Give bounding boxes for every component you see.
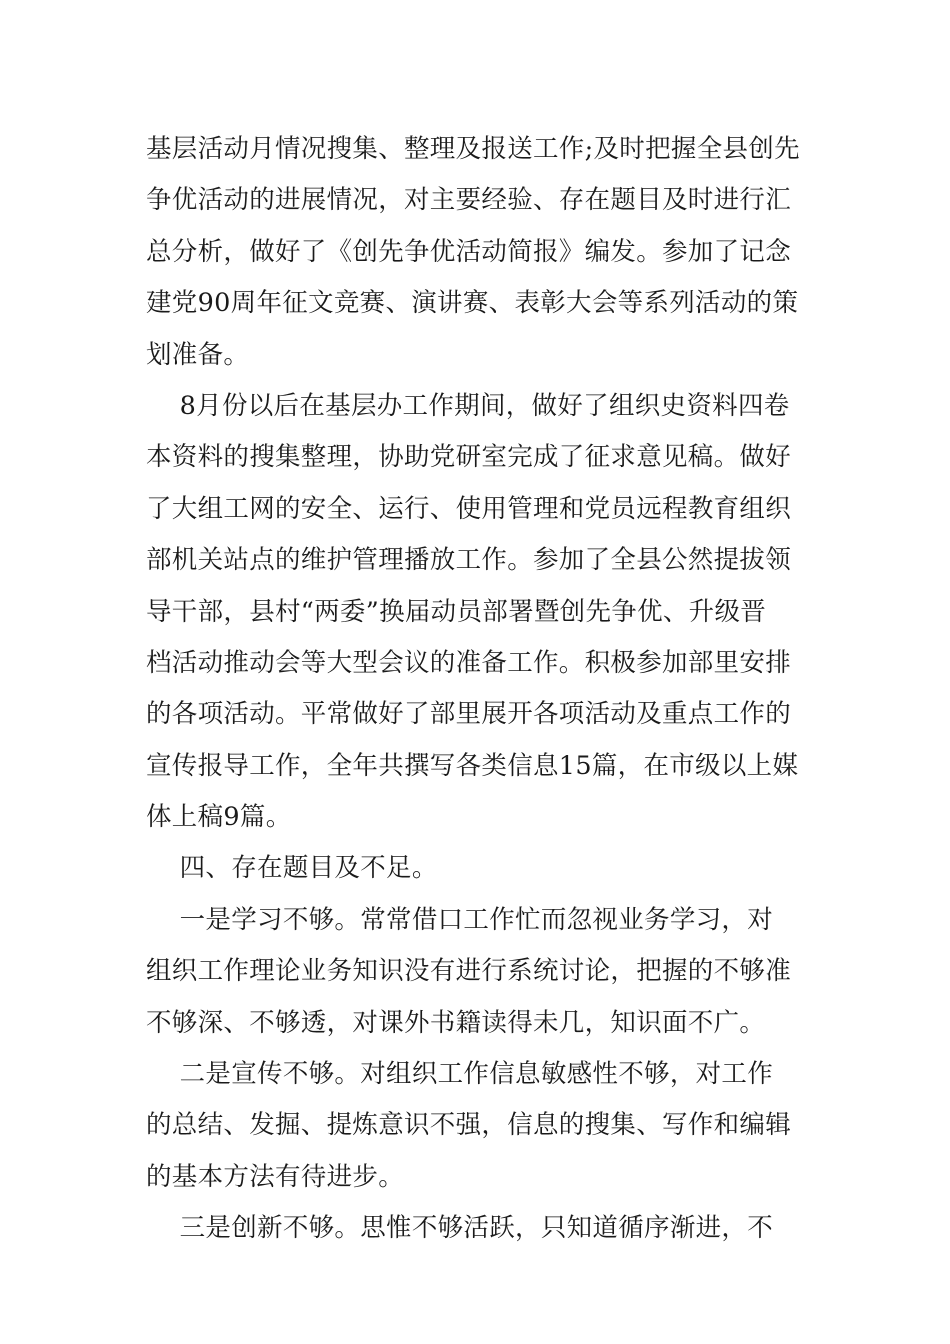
text-line: 部机关站点的维护管理播放工作。参加了全县公然提拔领 xyxy=(146,545,792,576)
text-line: 本资料的搜集整理，协助党研室完成了征求意见稿。做好 xyxy=(146,442,792,473)
text-line: 三是创新不够。思惟不够活跃，只知道循序渐进，不 xyxy=(146,1213,774,1244)
text-line: 8月份以后在基层办工作期间，做好了组织史资料四卷 xyxy=(146,390,790,421)
text-line: 了大组工网的安全、运行、使用管理和党员远程教育组织 xyxy=(146,493,792,524)
text-line: 宣传报导工作，全年共撰写各类信息15篇，在市级以上媒 xyxy=(146,750,799,781)
text-line: 的基本方法有待进步。 xyxy=(146,1161,405,1192)
text-line: 二是宣传不够。对组织工作信息敏感性不够，对工作 xyxy=(146,1059,774,1090)
text-line: 组织工作理论业务知识没有进行系统讨论，把握的不够准 xyxy=(146,956,792,987)
text-line: 划准备。 xyxy=(146,339,250,370)
text-line: 体上稿9篇。 xyxy=(146,802,292,833)
text-line: 争优活动的进展情况，对主要经验、存在题目及时进行汇 xyxy=(146,185,792,216)
text-line: 的各项活动。平常做好了部里展开各项活动及重点工作的 xyxy=(146,699,792,730)
text-line: 一是学习不够。常常借口工作忙而忽视业务学习，对 xyxy=(146,904,774,935)
text-line: 不够深、不够透，对课外书籍读得未几，知识面不广。 xyxy=(146,1007,766,1038)
text-line: 总分析，做好了《创先争优活动简报》编发。参加了记念 xyxy=(146,236,792,267)
text-line: 的总结、发掘、提炼意识不强，信息的搜集、写作和编辑 xyxy=(146,1110,792,1141)
text-line: 导干部，县村“两委”换届动员部署暨创先争优、升级晋 xyxy=(146,596,767,627)
text-line: 基层活动月情况搜集、整理及报送工作;及时把握全县创先 xyxy=(146,134,800,164)
text-line: 建党90周年征文竞赛、演讲赛、表彰大会等系列活动的策 xyxy=(146,288,799,319)
text-line: 档活动推动会等大型会议的准备工作。积极参加部里安排 xyxy=(146,647,792,678)
text-line: 四、存在题目及不足。 xyxy=(146,853,438,884)
document-body xyxy=(146,124,811,1255)
